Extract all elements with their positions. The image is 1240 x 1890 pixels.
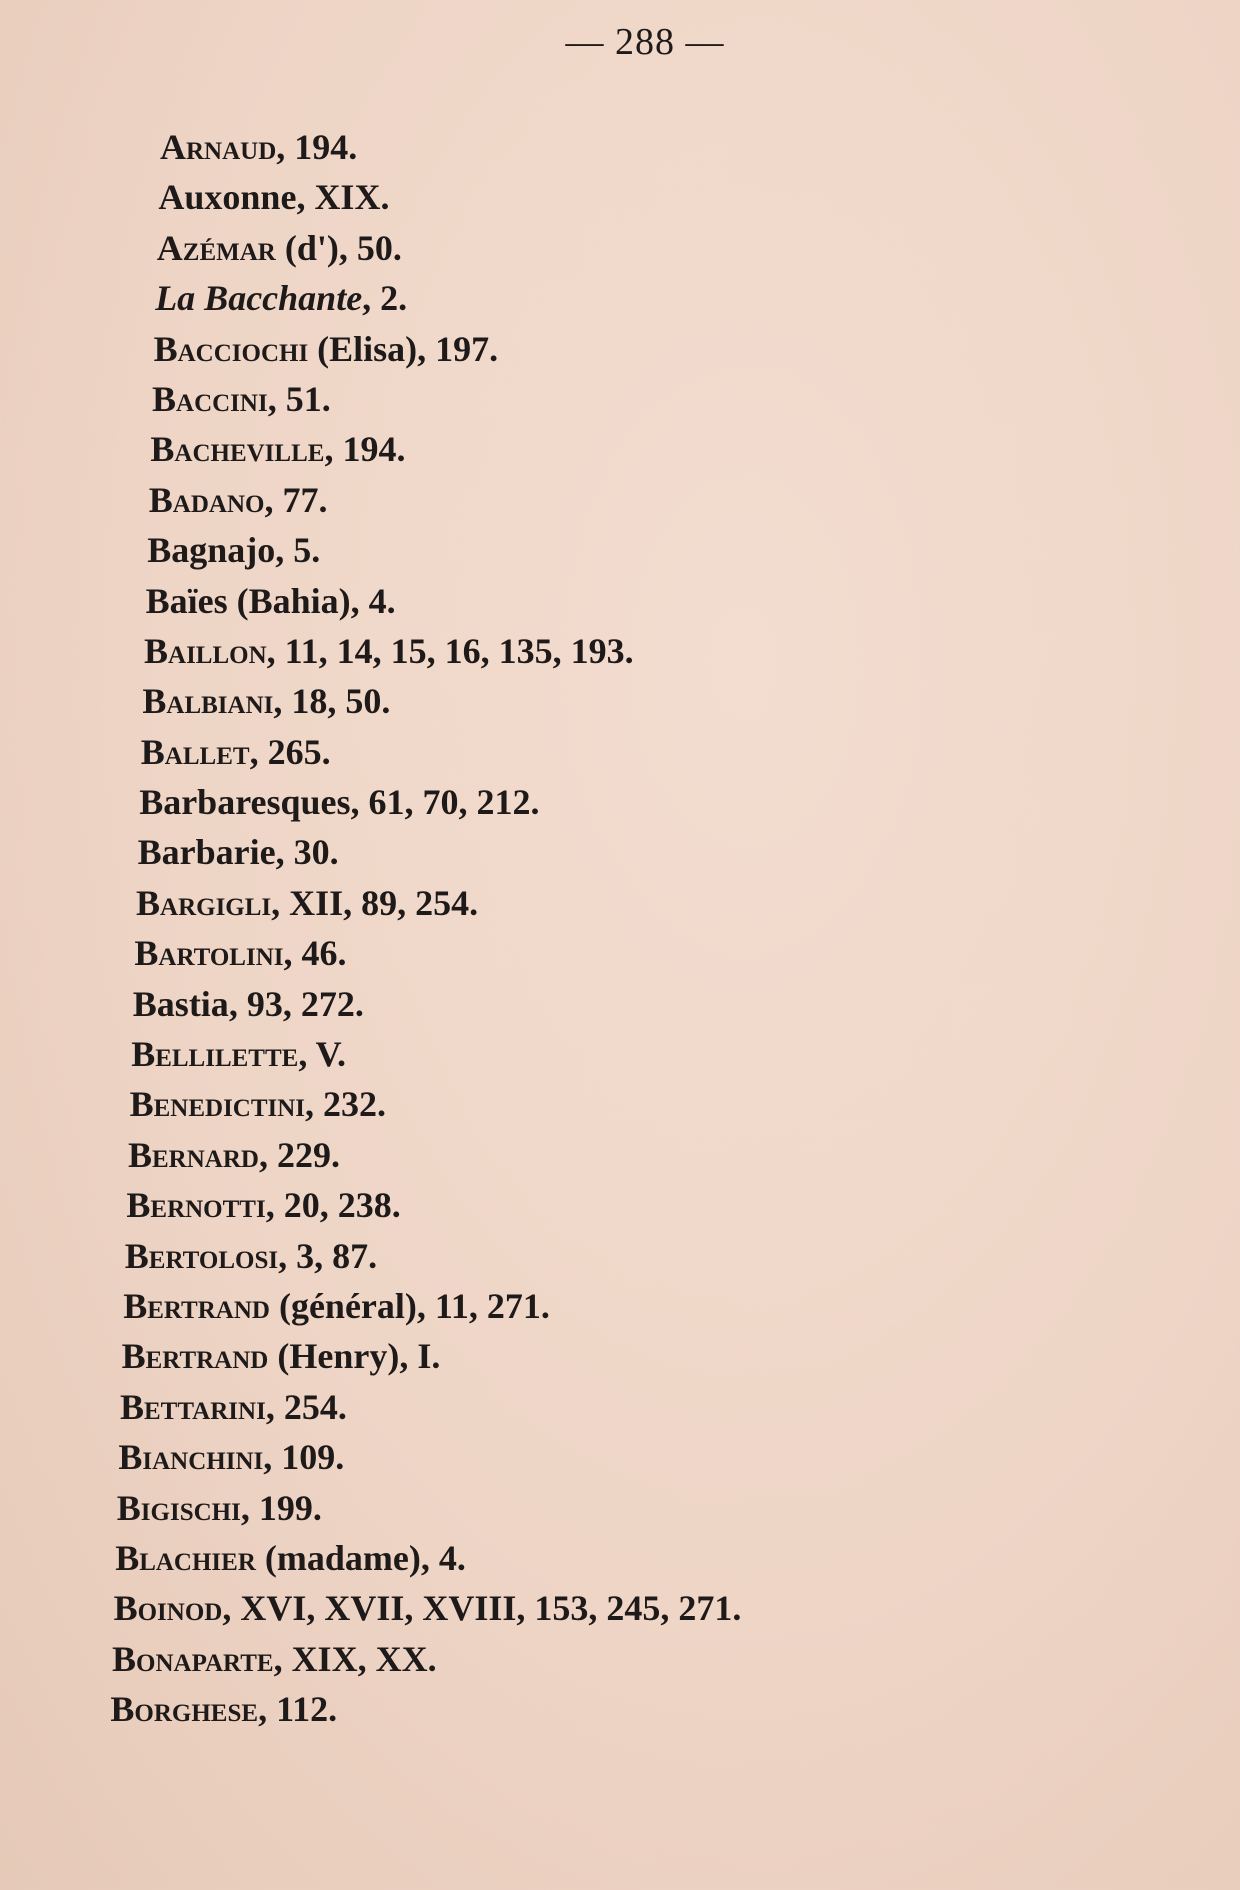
index-entry (150, 424, 778, 474)
entry-references: , 3, 87. (278, 1235, 378, 1276)
entry-references: (Elisa), 197. (308, 328, 499, 369)
entry-name: Baillon (144, 630, 267, 671)
entry-name: Auxonne (158, 177, 297, 218)
index-entry (115, 1533, 743, 1583)
entry-name: Bertrand (123, 1285, 270, 1326)
entry-references: , 11, 14, 15, 16, 135, 193. (266, 630, 634, 671)
entry-name: Benedictini (129, 1084, 306, 1125)
entry-references: , V. (298, 1034, 347, 1075)
entry-name: Bertrand (121, 1336, 269, 1377)
index-entry (112, 1634, 740, 1684)
entry-name: Bonaparte (112, 1638, 274, 1679)
entry-references: (madame), 4. (255, 1537, 466, 1578)
index-entry (152, 374, 780, 424)
index-entry (131, 1029, 759, 1079)
entry-references: , 194. (324, 429, 406, 470)
entry-references: , 109. (263, 1437, 345, 1478)
entry-references: , 51. (267, 378, 331, 419)
index-entry (114, 1583, 742, 1633)
index-entry (160, 122, 788, 172)
entry-references: , 46. (283, 933, 347, 974)
index-entry (142, 676, 770, 726)
entry-references: , 265. (249, 731, 331, 772)
entry-references: , 93, 272. (228, 983, 364, 1024)
entry-name: Bacheville (150, 429, 325, 470)
entry-name: Bastia (132, 983, 229, 1024)
index-entry (123, 1281, 751, 1331)
entry-references: , 5. (275, 530, 321, 571)
page-number: — 288 — (565, 21, 725, 63)
entry-name: Bianchini (118, 1437, 264, 1478)
index-entry (128, 1130, 756, 1180)
entry-name: Bigischi (116, 1487, 241, 1528)
entry-references: , 2. (362, 278, 408, 319)
index-list (0, 122, 742, 1735)
entry-name: Baïes (145, 580, 228, 621)
index-entry (118, 1432, 746, 1482)
entry-name: Bernard (128, 1134, 259, 1175)
entry-references: (général), 11, 271. (269, 1285, 550, 1326)
entry-name: Bacciochi (153, 328, 309, 369)
entry-name: Arnaud (160, 127, 277, 167)
entry-references: , XII, 89, 254. (271, 882, 479, 923)
entry-name: Bellilette (131, 1034, 299, 1075)
entry-name: Bettarini (120, 1386, 266, 1427)
index-entry (144, 626, 772, 676)
index-entry (133, 979, 761, 1029)
index-entry (138, 827, 766, 877)
entry-references: , 112. (258, 1689, 338, 1730)
entry-references: (d'), 50. (275, 227, 402, 268)
entry-name: Baccini (152, 378, 268, 419)
entry-name: Barbarie (137, 832, 276, 873)
entry-name: La Bacchante (155, 278, 363, 319)
index-entry (134, 928, 762, 978)
index-entry (130, 1079, 758, 1129)
index-entry (117, 1483, 745, 1533)
index-entry (147, 525, 775, 575)
index-entry (110, 1684, 738, 1734)
entry-references: , 199. (240, 1487, 322, 1528)
index-entry (125, 1231, 753, 1281)
entry-name: Bargigli (136, 882, 272, 923)
entry-references: , 229. (258, 1134, 340, 1175)
index-entry (155, 273, 783, 323)
entry-name: Balbiani (142, 681, 274, 722)
entry-references: , 18, 50. (273, 681, 391, 722)
entry-references: , 77. (264, 479, 328, 520)
entry-name: Bagnajo (147, 530, 276, 571)
index-entry (139, 777, 767, 827)
entry-name: Boinod (113, 1588, 223, 1629)
entry-name: Bernotti (126, 1185, 266, 1226)
entry-references: , 232. (305, 1084, 387, 1125)
index-entry (157, 223, 785, 273)
entry-references: , 20, 238. (265, 1185, 401, 1226)
index-entry (120, 1382, 748, 1432)
entry-name: Blachier (115, 1537, 256, 1578)
index-entry (154, 324, 782, 374)
entry-references: , 194. (276, 127, 358, 167)
entry-references: , XIX. (296, 177, 390, 218)
entry-name: Azémar (156, 227, 276, 268)
entry-references: (Henry), I. (268, 1336, 441, 1377)
entry-name: Badano (148, 479, 265, 520)
entry-name: Borghese (110, 1689, 259, 1730)
index-entry (141, 727, 769, 777)
index-entry (158, 172, 786, 222)
entry-references: (Bahia), 4. (227, 580, 396, 621)
index-entry (136, 878, 764, 928)
entry-name: Bartolini (134, 933, 284, 974)
entry-name: Bertolosi (124, 1235, 279, 1276)
entry-name: Barbaresques (139, 782, 351, 823)
entry-name: Ballet (140, 731, 250, 772)
entry-references: , XIX, XX. (273, 1638, 437, 1679)
index-entry (122, 1331, 750, 1381)
entry-references: , 30. (275, 832, 339, 873)
index-entry (146, 576, 774, 626)
index-entry (126, 1180, 754, 1230)
index-entry (149, 475, 777, 525)
entry-references: , XVI, XVII, XVIII, 153, 245, 271. (222, 1588, 742, 1629)
entry-references: , 61, 70, 212. (350, 782, 540, 823)
entry-references: , 254. (265, 1386, 347, 1427)
